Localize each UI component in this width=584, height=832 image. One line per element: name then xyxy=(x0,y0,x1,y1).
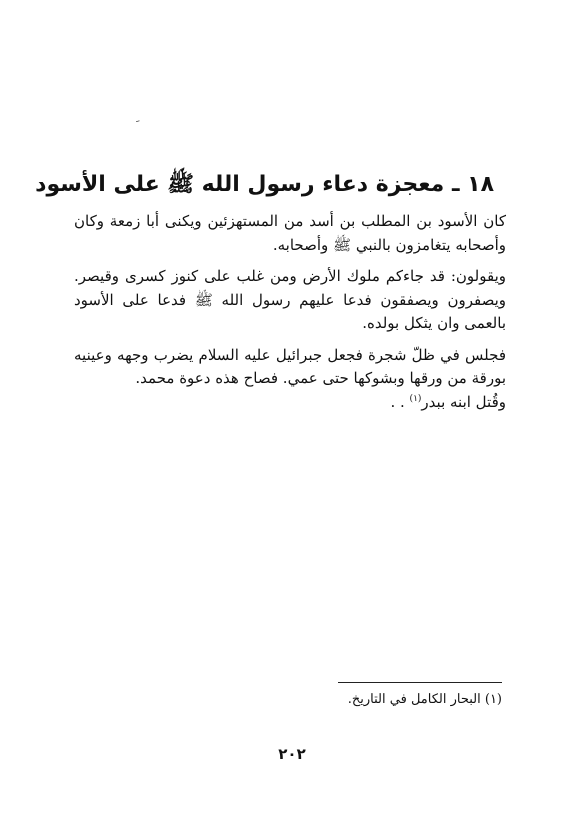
last-line-text: وقُتل ابنه ببدر xyxy=(421,392,506,411)
paragraph-1: كان الأسود بن المطلب بن أسد من المستهزئين ويكنى أبا زمعة وكان وأصحابه يتغامزون بالنبي ﷺ وأصحابه. xyxy=(74,212,506,254)
body-text xyxy=(74,210,506,414)
footnote-reference: (١) xyxy=(409,393,422,404)
chapter-heading: ١٨ ـ معجزة دعاء رسول الله ﷺ على الأسود xyxy=(35,172,494,197)
footnote-divider xyxy=(338,682,502,683)
paragraph-2: ويقولون: قد جاءكم ملوك الأرض ومن غلب على كنوز كسرى وقيصر. ويصفرون ويصفقون فدعا عليهم رسول الله ﷺ فدعا على الأسود بالعمى وان يثكل بولده. xyxy=(74,267,506,332)
top-mark: ﹶ xyxy=(136,118,140,132)
paragraph-3 xyxy=(74,344,506,415)
page-number: ٢٠٢ xyxy=(278,745,306,763)
footnote: (١) البحار الكامل في التاريخ. xyxy=(347,692,502,707)
last-line-end: . . xyxy=(390,392,410,411)
paragraph-3-text: فجلس في ظلّ شجرة فجعل جبرائيل عليه السلام يضرب وجهه وعينيه بورقة من ورقها وبشوكها حتى عمي. فصاح هذه دعوة محمد. xyxy=(74,345,506,387)
